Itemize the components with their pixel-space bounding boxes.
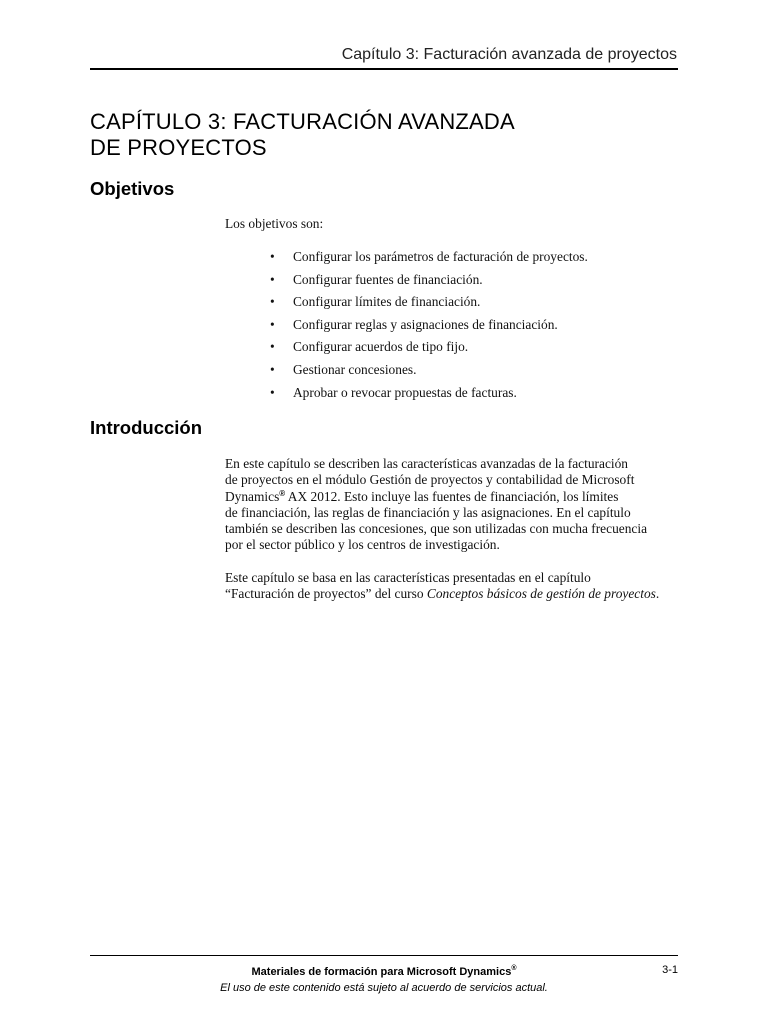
footer-rule	[90, 955, 678, 956]
paragraph-line-start: “Facturación de proyectos” del curso	[225, 586, 427, 602]
paragraph-line-end: .	[655, 586, 660, 602]
paragraph-line: En este capítulo se describen las características avanzadas de la facturación	[225, 456, 629, 471]
paragraph-line	[225, 586, 685, 602]
dynamics-word: Dynamics	[225, 488, 280, 504]
paragraph-line-rest: AX 2012. Esto incluye las fuentes de financiación, los límites	[285, 488, 619, 504]
bullet-icon: •	[270, 361, 275, 377]
objectives-intro: Los objetivos son:	[225, 216, 324, 231]
registered-mark: ®	[279, 488, 286, 498]
introduction-heading: Introducción	[90, 417, 203, 438]
objective-text: Configurar reglas y asignaciones de financiación.	[293, 316, 558, 332]
objective-item	[225, 317, 588, 340]
course-title: Conceptos básicos de gestión de proyectos	[426, 586, 656, 602]
registered-mark: ®	[511, 965, 517, 972]
paragraph-line	[225, 489, 685, 505]
chapter-title	[90, 109, 515, 161]
objectives-list	[225, 249, 588, 407]
header-rule	[90, 68, 678, 70]
objective-text: Configurar límites de financiación.	[293, 294, 481, 310]
footer-title-text: Materiales de formación para Microsoft Dynamics	[251, 966, 512, 978]
bullet-icon: •	[270, 316, 275, 332]
chapter-title-line-2: DE PROYECTOS	[90, 135, 267, 160]
paragraph-line: Este capítulo se basa en las características presentadas en el capítulo	[225, 570, 591, 585]
bullet-icon: •	[270, 339, 275, 355]
footer-title	[90, 966, 678, 978]
objective-text: Configurar los parámetros de facturación de proyectos.	[293, 249, 588, 264]
objective-text: Gestionar concesiones.	[293, 361, 417, 377]
page-number: 3-1	[662, 964, 678, 976]
objective-text: Aprobar o revocar propuestas de facturas.	[293, 384, 517, 400]
objective-item	[225, 272, 588, 295]
introduction-paragraph-2	[225, 570, 685, 603]
objectives-heading: Objetivos	[90, 178, 175, 199]
objective-item	[225, 249, 588, 272]
objective-item	[225, 362, 588, 385]
chapter-title-line-1: CAPÍTULO 3: FACTURACIÓN AVANZADA	[90, 109, 515, 134]
objective-text: Configurar fuentes de financiación.	[293, 271, 483, 287]
objective-item	[225, 385, 588, 408]
objective-text: Configurar acuerdos de tipo fijo.	[293, 339, 469, 355]
paragraph-line: por el sector público y los centros de investigación.	[225, 537, 500, 553]
paragraph-line: de financiación, las reglas de financiación y las asignaciones. En el capítulo	[225, 504, 631, 520]
bullet-icon: •	[270, 384, 275, 400]
objective-item	[225, 339, 588, 362]
bullet-icon: •	[270, 294, 275, 310]
paragraph-line: de proyectos en el módulo Gestión de proyectos y contabilidad de Microsoft	[225, 472, 635, 488]
bullet-icon: •	[270, 271, 275, 287]
introduction-paragraph-1	[225, 456, 685, 554]
running-header: Capítulo 3: Facturación avanzada de proyectos	[341, 46, 677, 63]
footer-note: El uso de este contenido está sujeto al acuerdo de servicios actual.	[220, 982, 548, 994]
bullet-icon: •	[270, 249, 275, 264]
objective-item	[225, 294, 588, 317]
paragraph-line: también se describen las concesiones, que son utilizadas con mucha frecuencia	[225, 521, 648, 537]
